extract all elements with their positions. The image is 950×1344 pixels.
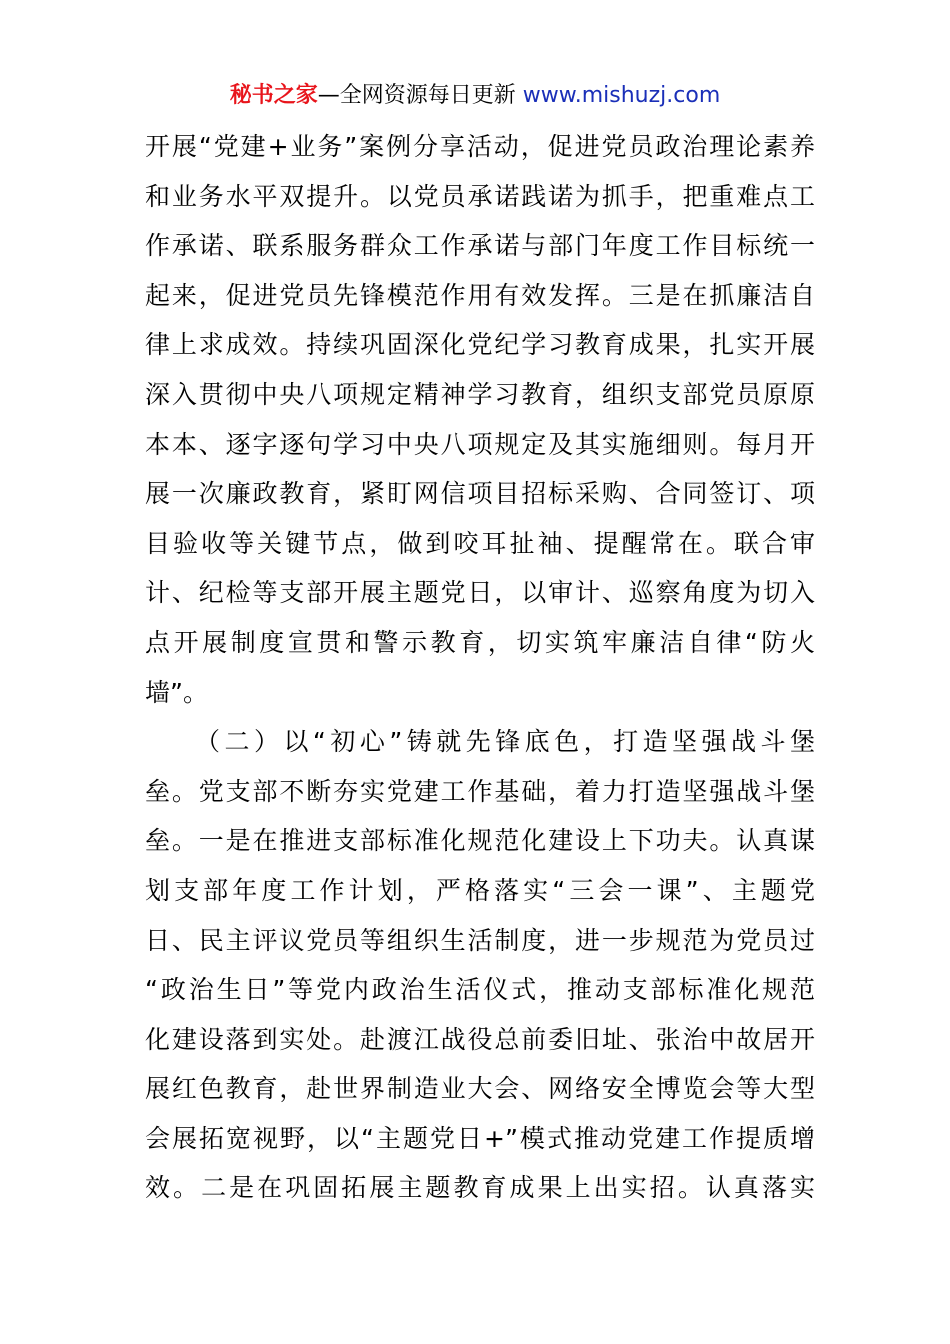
site-brand: 秘书之家	[229, 83, 318, 108]
section-heading-line: （二）以“初心”铸就先锋底色，打造坚强战斗堡	[195, 727, 815, 757]
text-line: 目验收等关键节点，做到咬耳扯袖、提醒常在。联合审	[145, 528, 815, 558]
text-line: 点开展制度宣贯和警示教育，切实筑牢廉洁自律“防火	[145, 627, 815, 657]
text-line: 展一次廉政教育，紧盯网信项目招标采购、合同签订、项	[145, 479, 815, 509]
document-body	[145, 122, 815, 1213]
site-tagline: —全网资源每日更新	[317, 83, 523, 108]
site-header	[0, 78, 950, 114]
text-line: 日、民主评议党员等组织生活制度，进一步规范为党员过	[145, 925, 815, 955]
text-line: 垒。一是在推进支部标准化规范化建设上下功夫。认真谋	[145, 826, 815, 856]
text-line: 计、纪检等支部开展主题党日，以审计、巡察角度为切入	[145, 578, 815, 608]
text-line: 律上求成效。持续巩固深化党纪学习教育成果，扎实开展	[145, 330, 815, 360]
text-line: 墙”。	[145, 677, 208, 707]
text-line: 垒。党支部不断夯实党建工作基础，着力打造坚强战斗堡	[145, 776, 815, 806]
text-line: 会展拓宽视野，以“主题党日+”模式推动党建工作提质增	[145, 1123, 815, 1153]
text-line: 展红色教育，赴世界制造业大会、网络安全博览会等大型	[145, 1074, 815, 1104]
text-line: 深入贯彻中央八项规定精神学习教育，组织支部党员原原	[145, 379, 815, 409]
text-line: 本本、逐字逐句学习中央八项规定及其实施细则。每月开	[145, 429, 815, 459]
text-line: 划支部年度工作计划，严格落实“三会一课”、主题党	[145, 875, 815, 905]
text-line: 和业务水平双提升。以党员承诺践诺为抓手，把重难点工	[145, 181, 815, 211]
text-line: 作承诺、联系服务群众工作承诺与部门年度工作目标统一	[145, 231, 815, 261]
text-line: “政治生日”等党内政治生活仪式，推动支部标准化规范	[145, 975, 815, 1005]
text-line: 效。二是在巩固拓展主题教育成果上出实招。认真落实	[145, 1173, 815, 1203]
text-line: 起来，促进党员先锋模范作用有效发挥。三是在抓廉洁自	[145, 280, 815, 310]
text-line: 化建设落到实处。赴渡江战役总前委旧址、张治中故居开	[145, 1024, 815, 1054]
site-url-link[interactable]: www.mishuzj.com	[522, 83, 721, 108]
text-line: 开展“党建+业务”案例分享活动，促进党员政治理论素养	[145, 132, 815, 161]
